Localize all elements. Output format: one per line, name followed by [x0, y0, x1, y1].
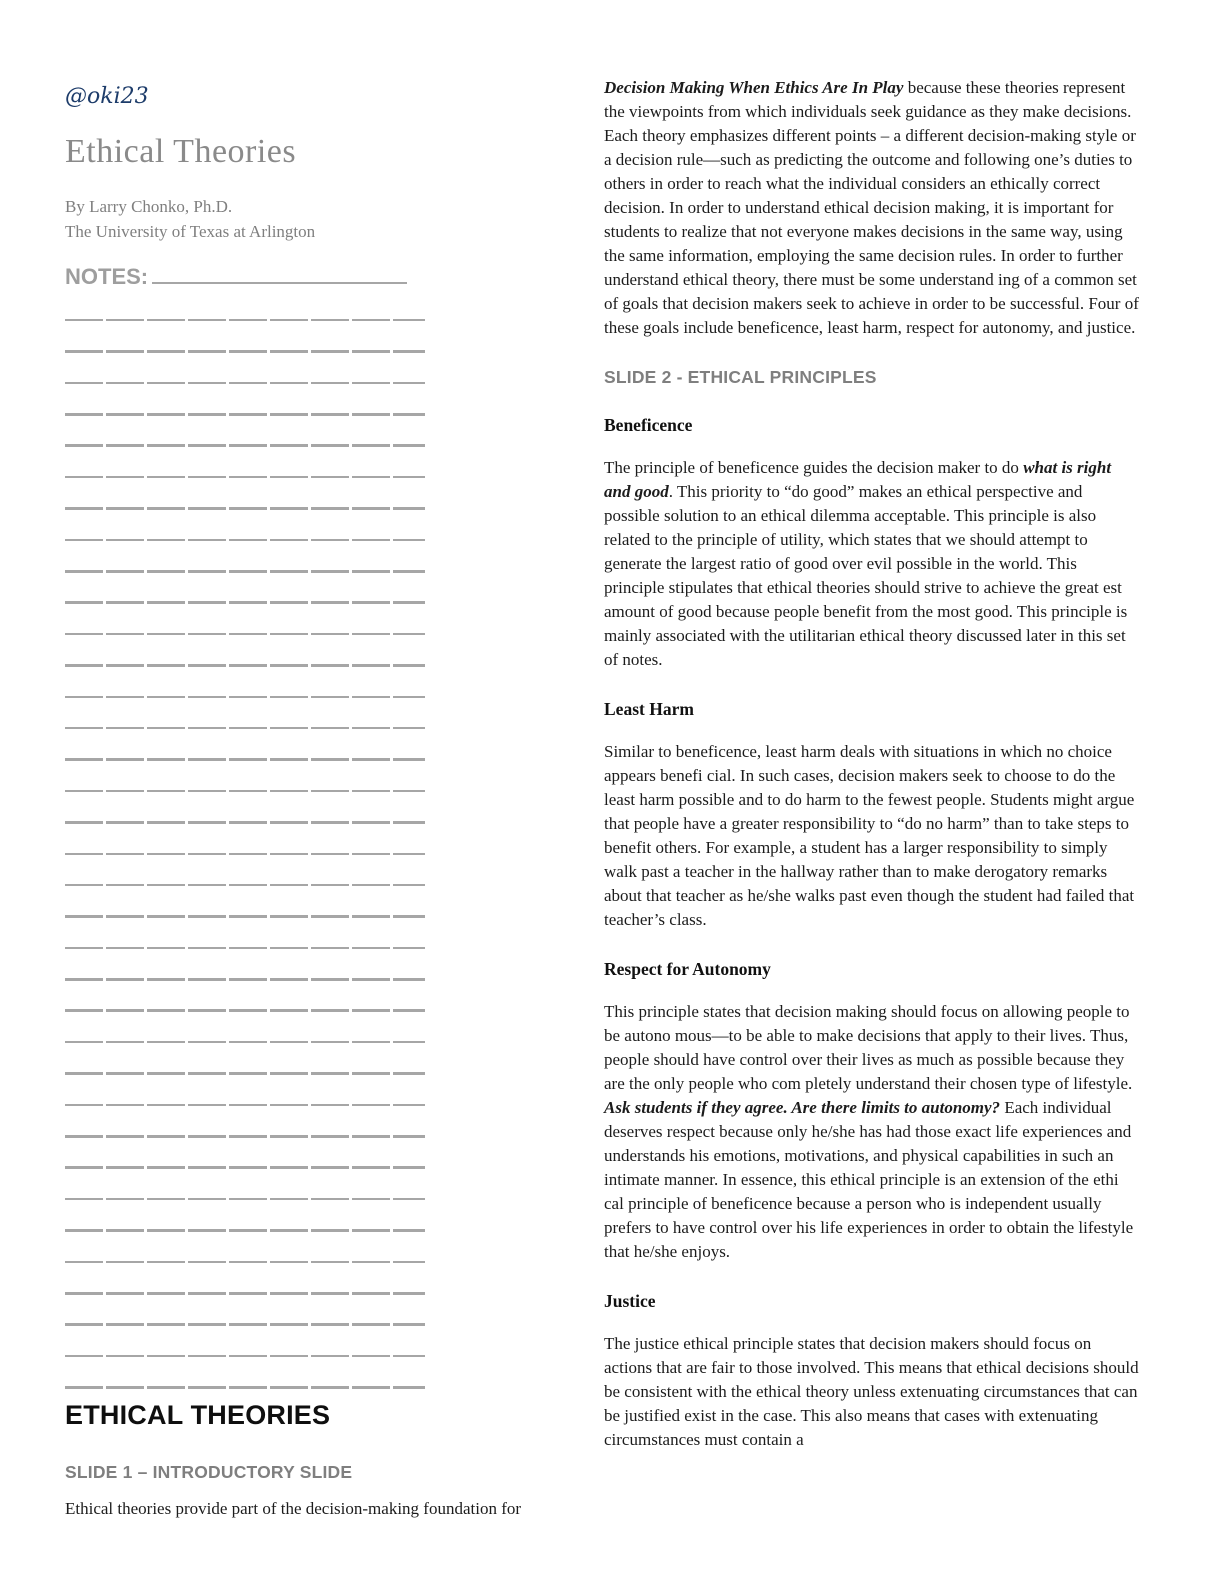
notes-ruled-line — [65, 1169, 425, 1200]
notes-ruled-line — [65, 510, 425, 541]
notes-ruled-line — [65, 635, 425, 666]
byline: By Larry Chonko, Ph.D. — [65, 197, 233, 216]
notes-lines-area — [65, 290, 425, 1389]
notes-ruled-line — [65, 1200, 425, 1231]
emphasis-text: Ask students if they agree. Are there limits to autonomy? — [604, 1098, 1001, 1117]
affiliation: The University of Texas at Arlington — [65, 222, 316, 241]
notes-blank-line — [152, 266, 407, 284]
notes-ruled-line — [65, 573, 425, 604]
principle-paragraph — [604, 1332, 1141, 1452]
author-handle: @oki23 — [65, 84, 149, 109]
notes-ruled-line — [65, 1295, 425, 1326]
left-column — [65, 84, 602, 1521]
notes-ruled-line — [65, 353, 425, 384]
notes-ruled-line — [65, 1106, 425, 1137]
notes-ruled-line — [65, 729, 425, 760]
principle-paragraph — [604, 456, 1141, 672]
notes-label: NOTES: — [65, 264, 149, 289]
principle-heading-justice: Justice — [604, 1291, 656, 1311]
slide1-heading: SLIDE 1 – INTRODUCTORY SLIDE — [65, 1461, 353, 1482]
principle-heading-respect-for-autonomy: Respect for Autonomy — [604, 959, 771, 979]
plain-text: The principle of beneficence guides the decision maker to do — [604, 458, 1024, 477]
notes-ruled-line — [65, 1012, 425, 1043]
document-title: Ethical Theories — [65, 133, 297, 170]
right-column — [604, 56, 1141, 1452]
notes-ruled-line — [65, 1043, 425, 1074]
notes-ruled-line — [65, 384, 425, 415]
notes-ruled-line — [65, 761, 425, 792]
notes-ruled-line — [65, 981, 425, 1012]
section-heading-ethical-theories: ETHICAL THEORIES — [65, 1399, 331, 1430]
plain-text: Each individual deserves respect because only he/she has had those exact life experiences and understands his emotions, motivations, and physical capabilities in such an intimate manner. In essence, this ethical principle is an extension of the ethi cal principle of beneficence because a person who is independent usually prefers to have control over his life experiences in order to obtain the lifestyle that he/she enjoys. — [604, 1098, 1134, 1261]
plain-text: The justice ethical principle states that decision makers should focus on actions that are fair to those involved. This means that ethical decisions should be consistent with the ethical theory unless extenuating circumstances that can be justified exist in the case. This also means that cases with extenuating circumstances must contain a — [604, 1334, 1139, 1449]
plain-text: This principle states that decision making should focus on allowing people to be autono mous—to be able to make decisions that apply to their lives. Thus, people should have control over their lives as much as possible because they are the only people who com pletely understand their chosen type of lifestyle. — [604, 1002, 1133, 1093]
notes-ruled-line — [65, 321, 425, 352]
notes-ruled-line — [65, 447, 425, 478]
notes-ruled-line — [65, 1326, 425, 1357]
principle-sections — [604, 414, 1141, 1452]
notes-ruled-line — [65, 698, 425, 729]
plain-text: Similar to beneficence, least harm deals with situations in which no choice appears benefi cial. In such cases, decision makers seek to choose to do the least harm possible and to do harm to the fewest people. Students might argue that people have a greater responsibility to “do no harm” than to take steps to benefit others. For example, a student has a larger responsibility to simply walk past a teacher in the hallway rather than to make derogatory remarks about that teacher as he/she walks past even though the student had failed that teacher’s class. — [604, 742, 1135, 929]
notes-ruled-line — [65, 1138, 425, 1169]
notes-ruled-line — [65, 918, 425, 949]
slide2-heading: SLIDE 2 - ETHICAL PRINCIPLES — [604, 367, 877, 387]
principle-paragraph — [604, 1000, 1141, 1264]
notes-ruled-line — [65, 416, 425, 447]
notes-ruled-line — [65, 667, 425, 698]
notes-ruled-line — [65, 886, 425, 917]
notes-ruled-line — [65, 792, 425, 823]
slide1-intro-text: Ethical theories provide part of the decision-making foundation for — [65, 1498, 522, 1518]
notes-ruled-line — [65, 604, 425, 635]
plain-text: because these theories represent the viewpoints from which individuals seek guidance as they make decisions. Each theory emphasizes different points – a different decision-making style or a decision rule—such as predicting the outcome and following one’s duties to others in order to reach what the individual considers an ethically correct decision. In order to understand ethical decision making, it is important for students to realize that not everyone makes decisions in the same way, using the same information, employing the same decision rules. In order to further understand ethical theory, there must be some understand ing of a common set of goals that decision makers seek to achieve in order to be successful. Four of these goals include beneficence, least harm, respect for autonomy, and justice. — [604, 78, 1139, 337]
plain-text: . This priority to “do good” makes an ethical perspective and possible solution to an ethical dilemma acceptable. This principle is also related to the principle of utility, which states that we should attempt to generate the largest ratio of good over evil possible in the world. This principle stipulates that ethical theories should strive to achieve the great est amount of good because people benefit from the most good. This principle is mainly associated with the utilitarian ethical theory discussed later in this set of notes. — [604, 482, 1128, 669]
notes-ruled-line — [65, 541, 425, 572]
notes-ruled-line — [65, 1357, 425, 1388]
notes-ruled-line — [65, 290, 425, 321]
byline-block — [65, 194, 602, 244]
principle-paragraph — [604, 740, 1141, 932]
notes-ruled-line — [65, 1263, 425, 1294]
notes-ruled-line — [65, 1075, 425, 1106]
principle-heading-beneficence: Beneficence — [604, 415, 693, 435]
notes-ruled-line — [65, 949, 425, 980]
principle-heading-least-harm: Least Harm — [604, 699, 694, 719]
intro-paragraph — [604, 76, 1141, 340]
notes-header — [65, 264, 602, 290]
notes-ruled-line — [65, 1232, 425, 1263]
emphasis-text: what is right and good — [604, 458, 1112, 501]
notes-ruled-line — [65, 478, 425, 509]
emphasis-text: Decision Making When Ethics Are In Play — [604, 78, 904, 97]
notes-ruled-line — [65, 855, 425, 886]
notes-ruled-line — [65, 824, 425, 855]
